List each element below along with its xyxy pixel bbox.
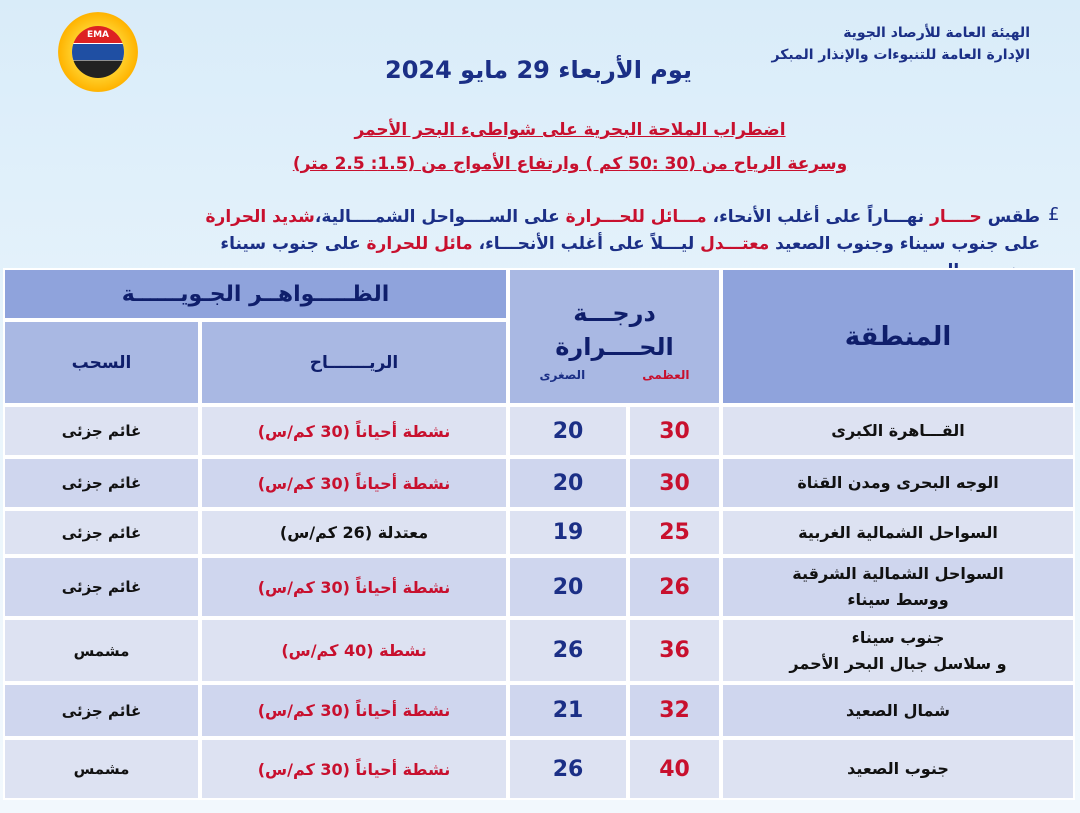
header-phenomena: الظـــــواهــر الجـويــــــة	[3, 268, 508, 320]
summary-highlight: مائل للحرارة	[366, 234, 473, 254]
summary-highlight: شديد الحرارة	[205, 207, 315, 227]
wind-cell: نشطة أحياناً (30 كم/س)	[200, 683, 508, 738]
header-region: المنطقة	[721, 268, 1075, 405]
temp-min-cell: 20	[508, 457, 628, 509]
summary-text: على جنوب سيناء وجنوب الصعيد	[769, 234, 1040, 254]
temp-min-cell: 19	[508, 509, 628, 556]
cloud-cell: غائم جزئى	[3, 556, 200, 618]
temp-min-cell: 26	[508, 618, 628, 683]
region-cell: جنوب الصعيد	[721, 738, 1075, 800]
temp-max-cell: 32	[628, 683, 721, 738]
wind-cell: نشطة أحياناً (30 كم/س)	[200, 556, 508, 618]
temp-min-cell: 20	[508, 405, 628, 457]
cloud-cell: غائم جزئى	[3, 683, 200, 738]
forecast-date: يوم الأربعاء 29 مايو 2024	[385, 56, 692, 84]
summary-highlight: حــــار	[930, 207, 982, 227]
temp-min-cell: 20	[508, 556, 628, 618]
summary-text: ليـــلاً على أغلب الأنحـــاء،	[472, 234, 701, 254]
summary-highlight: مـــائل للحـــرارة	[565, 207, 707, 227]
temp-min-cell: 21	[508, 683, 628, 738]
org-line-2: الإدارة العامة للتنبوءات والإنذار المبكر	[771, 47, 1030, 63]
cloud-cell: مشمس	[3, 738, 200, 800]
summary-text: نهـــاراً على أغلب الأنحاء،	[706, 207, 931, 227]
summary-text: طقس	[981, 207, 1040, 227]
temp-min-cell: 26	[508, 738, 628, 800]
cloud-cell: مشمس	[3, 618, 200, 683]
wind-cell: نشطة أحياناً (30 كم/س)	[200, 405, 508, 457]
header-temperature	[508, 268, 721, 405]
cloud-cell: غائم جزئى	[3, 509, 200, 556]
temp-min-label: الصغرى	[539, 367, 586, 382]
summary-text: على جنوب سيناء	[220, 234, 361, 254]
summary-text: على الســــواحل الشمــــالية،	[314, 207, 566, 227]
cloud-cell: غائم جزئى	[3, 457, 200, 509]
temp-max-cell: 26	[628, 556, 721, 618]
region-cell: شمال الصعيد	[721, 683, 1075, 738]
logo-band	[72, 44, 124, 60]
temp-max-cell: 40	[628, 738, 721, 800]
wind-cell: نشطة أحياناً (30 كم/س)	[200, 457, 508, 509]
ema-logo	[58, 12, 138, 92]
temp-max-cell: 30	[628, 457, 721, 509]
temperature-title: درجـــة الحــــرارة	[555, 298, 674, 361]
marine-warning-line-2: وسرعة الرياح من (30 :50 كم ) وارتفاع الأمواج من (1.5: 2.5 متر)	[292, 154, 848, 174]
temp-max-label: العظمى	[642, 367, 690, 382]
org-line-1: الهيئة العامة للأرصاد الجوية	[843, 25, 1030, 41]
forecast-table	[3, 268, 1075, 813]
temp-max-cell: 30	[628, 405, 721, 457]
logo-text: EMA	[86, 30, 110, 40]
bullet-icon: £	[1048, 204, 1060, 225]
summary-highlight: معتـــدل	[700, 234, 770, 254]
region-cell: جنوب سيناء و سلاسل جبال البحر الأحمر	[721, 618, 1075, 683]
region-cell: السواحل الشمالية الغربية	[721, 509, 1075, 556]
marine-warning-line-1: اضطراب الملاحة البحرية على شواطىء البحر الأحمر	[354, 120, 786, 140]
temperature-subheaders	[540, 368, 690, 382]
organization-name	[772, 22, 1030, 66]
wind-cell: نشطة أحياناً (30 كم/س)	[200, 738, 508, 800]
cloud-cell: غائم جزئى	[3, 405, 200, 457]
region-cell: السواحل الشمالية الشرقية ووسط سيناء	[721, 556, 1075, 618]
temp-max-cell: 25	[628, 509, 721, 556]
region-cell: القـــاهرة الكبرى	[721, 405, 1075, 457]
wind-cell: معتدلة (26 كم/س)	[200, 509, 508, 556]
temp-max-cell: 36	[628, 618, 721, 683]
wind-cell: نشطة (40 كم/س)	[200, 618, 508, 683]
flag-emblem	[72, 26, 124, 78]
header-wind: الريـــــــاح	[200, 320, 508, 405]
region-cell: الوجه البحرى ومدن القناة	[721, 457, 1075, 509]
header-clouds: السحب	[3, 320, 200, 405]
